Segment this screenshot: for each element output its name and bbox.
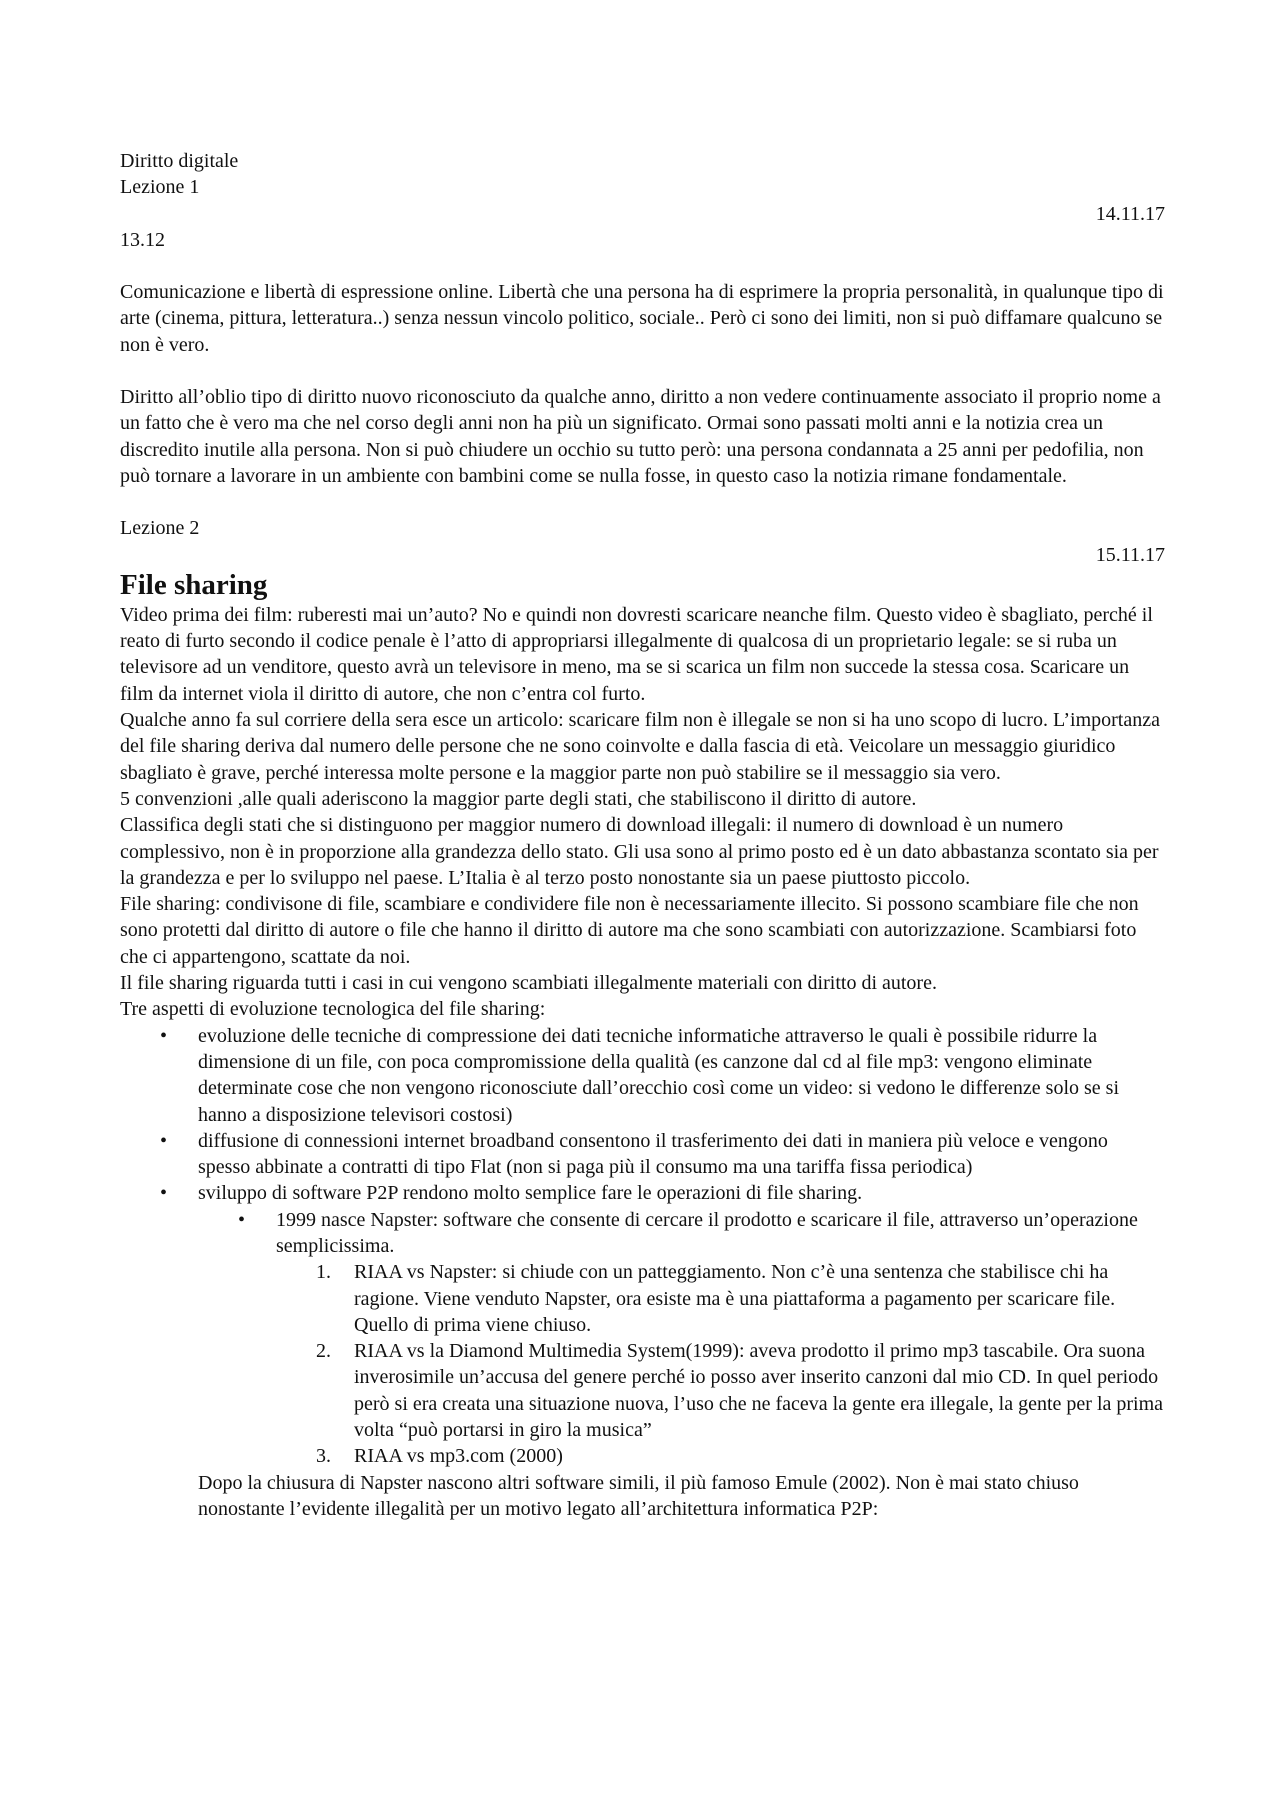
document-page xyxy=(120,148,1165,1522)
item-text: RIAA vs mp3.com (2000) xyxy=(354,1445,563,1468)
list-item xyxy=(198,1180,1165,1469)
lesson-2-date: 15.11.17 xyxy=(1095,543,1165,566)
lesson-2-label: Lezione 2 xyxy=(120,517,200,540)
course-title: Diritto digitale xyxy=(120,150,239,172)
paragraph-definition: File sharing: condivisone di file, scambiare e condividere file non è necessariamente illecito. Si possono scambiare file che non sono protetti dal diritto di autore o file che hanno il diritto di autore ma che sono scambiati con autorizzazione. Scambiarsi foto che ci appartengono, scattate da noi. xyxy=(120,893,1139,968)
item-number: 2. xyxy=(316,1340,331,1363)
paragraph-scope: Il file sharing riguarda tutti i casi in cui vengono scambiati illegalmente materiali con diritto di autore. xyxy=(120,972,937,995)
list-item: • evoluzione delle tecniche di compressione dei dati tecniche informatiche attraverso le quali è possibile ridurre la dimensione di un file, con poca compromissione della qualità (es canzone dal cd al file mp3: vengono eliminate determinate cose che non vengono riconosciute dall’orecchio così come un video: si vedono le differenze solo se si hanno a disposizione televisori costosi) xyxy=(198,1023,1165,1128)
sub-bullet-list xyxy=(198,1207,1165,1470)
sub-list-item-text: 1999 nasce Napster: software che consente di cercare il prodotto e scaricare il file, attraverso un’operazione semplicissima. xyxy=(276,1208,1138,1257)
numbered-item xyxy=(316,1259,1165,1338)
numbered-item xyxy=(316,1443,1165,1469)
item-text: RIAA vs la Diamond Multimedia System(1999): aveva prodotto il primo mp3 tascabile. Ora suona inverosimile un’accusa del genere perché io posso aver inserito canzoni dal mio CD. In quel periodo però si era creata una situazione nuova, l’uso che ne faceva la gente era illegale, la gente per la prima volta “può portarsi in giro la musica” xyxy=(354,1340,1164,1442)
paragraph-freedom-of-expression: Comunicazione e libertà di espressione online. Libertà che una persona ha di esprimere la propria personalità, in qualunque tipo di arte (cinema, pittura, letteratura..) senza nessun vincolo politico, sociale.. Però ci sono dei limiti, non si può diffamare qualcuno se non è vero. xyxy=(120,281,1164,356)
paragraph-right-to-be-forgotten: Diritto all’oblio tipo di diritto nuovo riconosciuto da qualche anno, diritto a non vedere continuamente associato il proprio nome a un fatto che è vero ma che nel corso degli anni non ha più un significato. Ormai sono passati molti anni e la notizia crea un discredito inutile alla persona. Non si può chiudere un occhio su tutto però: una persona condannata a 25 anni per pedofilia, non può tornare a lavorare in un ambiente con bambini come se nulla fosse, in questo caso la notizia rimane fondamentale. xyxy=(120,386,1161,487)
lesson-1-date: 14.11.17 xyxy=(1095,202,1165,225)
numbered-item xyxy=(316,1338,1165,1443)
lesson-1-time: 13.12 xyxy=(120,228,165,251)
paragraph-three-aspects: Tre aspetti di evoluzione tecnologica del file sharing: xyxy=(120,998,546,1021)
bullet-list-aspects xyxy=(120,1023,1165,1470)
list-item-text: sviluppo di software P2P rendono molto semplice fare le operazioni di file sharing. xyxy=(198,1182,863,1205)
list-item: • diffusione di connessioni internet broadband consentono il trasferimento dei dati in maniera più veloce e vengono spesso abbinate a contratti di tipo Flat (non si paga più il consumo ma una tariffa fissa periodica) xyxy=(198,1128,1165,1181)
paragraph-conventions: 5 convenzioni ,alle quali aderiscono la maggior parte degli stati, che stabiliscono il diritto di autore. xyxy=(120,787,917,810)
paragraph-after-napster: Dopo la chiusura di Napster nascono altri software simili, il più famoso Emule (2002). Non è mai stato chiuso nonostante l’evidente illegalità per un motivo legato all’architettura informatica P2P: xyxy=(198,1471,1079,1520)
paragraph-video: Video prima dei film: ruberesti mai un’auto? No e quindi non dovresti scaricare neanche film. Questo video è sbagliato, perché il reato di furto secondo il codice penale è l’atto di appropriarsi illegalmente di qualcosa di un proprietario legale: se si ruba un televisore ad un venditore, questo avrà un televisore in meno, ma se si scarica un film non succede la stessa cosa. Scaricare un film da internet viola il diritto di autore, che non c’entra col furto. xyxy=(120,603,1153,705)
paragraph-ranking: Classifica degli stati che si distinguono per maggior numero di download illegali: il numero di download è un numero complessivo, non è in proporzione alla grandezza dello stato. Gli usa sono al primo posto ed è un dato abbastanza scontato sia per la grandezza e per lo sviluppo nel paese. L’Italia è al terzo posto nonostante sia un paese piuttosto piccolo. xyxy=(120,814,1159,889)
item-number: 3. xyxy=(316,1445,331,1468)
item-text: RIAA vs Napster: si chiude con un patteggiamento. Non c’è una sentenza che stabilisce chi ha ragione. Viene venduto Napster, ora esiste ma è una piattaforma a pagamento per scaricare file. Quello di prima viene chiuso. xyxy=(354,1261,1116,1336)
item-number: 1. xyxy=(316,1261,331,1284)
paragraph-article: Qualche anno fa sul corriere della sera esce un articolo: scaricare film non è illegale se non si ha uno scopo di lucro. L’importanza del file sharing deriva dal numero delle persone che ne sono coinvolte e dalla fascia di età. Veicolare un messaggio giuridico sbagliato è grave, perché interessa molte persone e la maggior parte non può stabilire se il messaggio sia vero. xyxy=(120,709,1160,784)
section-title-file-sharing: File sharing xyxy=(120,568,268,601)
lesson-1-label: Lezione 1 xyxy=(120,176,200,199)
sub-list-item xyxy=(276,1207,1165,1470)
numbered-list-cases xyxy=(276,1259,1165,1469)
